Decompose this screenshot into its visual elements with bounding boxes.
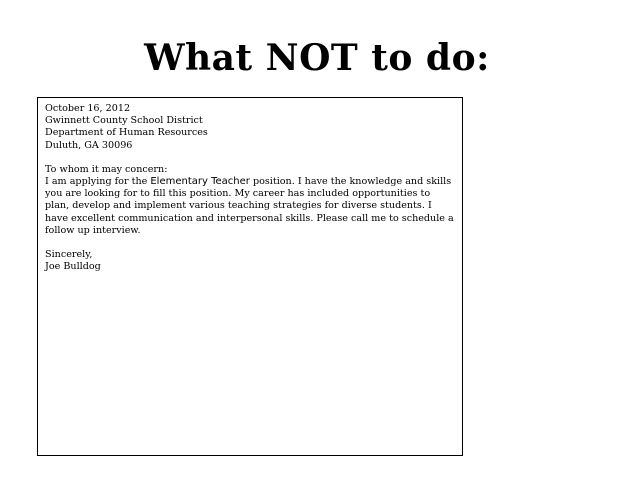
body-prefix: I am applying for the	[45, 176, 151, 188]
letter-closing: Sincerely,	[45, 249, 93, 261]
letter-body-line-5: follow up interview.	[45, 224, 141, 236]
letter-body-line-1	[45, 176, 455, 188]
position-name: Elementary Teacher	[150, 176, 250, 188]
slide-title-text: What NOT to do:	[144, 37, 490, 79]
letter-signature: Joe Bulldog	[45, 261, 101, 273]
letter-body-line-3: plan, develop and implement various teaching strategies for diverse students. I	[45, 200, 432, 212]
recipient-line-1: Gwinnett County School District	[45, 115, 203, 127]
letter-body-line-4: have excellent communication and interpersonal skills. Please call me to schedule a	[45, 212, 454, 224]
cover-letter-example	[37, 97, 463, 456]
recipient-line-2: Department of Human Resources	[45, 127, 208, 139]
letter-body-line-2: you are looking for to fill this position. My career has included opportunities to	[45, 188, 431, 200]
letter-date: October 16, 2012	[45, 103, 131, 114]
recipient-line-3: Duluth, GA 30096	[45, 139, 133, 151]
body-line-1-rest: position. I have the knowledge and skills	[249, 176, 452, 188]
letter-salutation: To whom it may concern:	[45, 163, 168, 175]
slide-title	[0, 36, 638, 80]
